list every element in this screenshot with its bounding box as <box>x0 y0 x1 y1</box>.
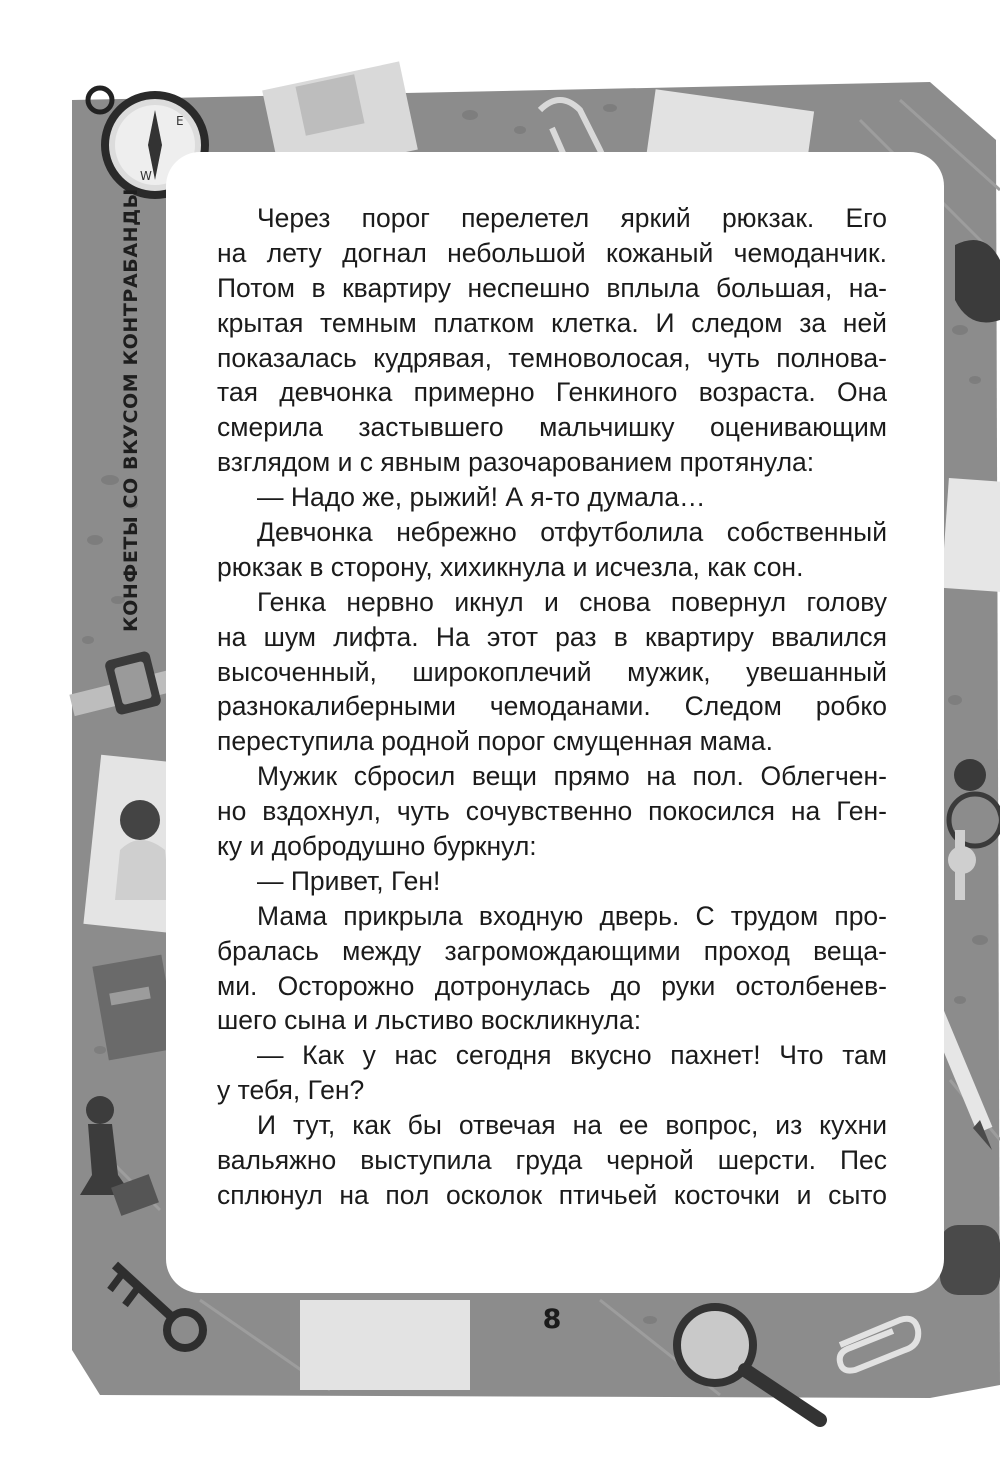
body-text <box>217 201 887 1213</box>
page-number: 8 <box>542 1304 562 1335</box>
text-line: сплюнул на пол осколок птичьей косточки и сыто <box>217 1179 887 1210</box>
text-line: Потом в квартиру неспешно вплыла большая, на- <box>217 272 887 303</box>
text-line: И тут, как бы отвечая на ее вопрос, из кухни <box>257 1110 887 1141</box>
text-line: смерила застывшего мальчишку оценивающим <box>217 412 887 443</box>
text-line: рюкзак в сторону, хихикнула и исчезла, как сон. <box>217 551 804 582</box>
text-line: — Привет, Ген! <box>257 865 441 896</box>
svg-text:E: E <box>176 114 184 128</box>
text-line: шего сына и льстиво воскликнула: <box>217 1005 642 1036</box>
text-line: переступила родной порог смущенная мама. <box>217 726 773 757</box>
text-line: у тебя, Ген? <box>217 1075 365 1106</box>
text-line: ми. Осторожно дотронулась до руки остолбенев- <box>217 970 887 1001</box>
series-title-text: КОНФЕТЫ СО ВКУСОМ КОНТРАБАНДЫ <box>120 188 142 632</box>
text-line: разнокалиберными чемоданами. Следом робко <box>217 691 887 722</box>
text-line: вальяжно выступила груда черной шерсти. Пес <box>217 1145 887 1176</box>
text-line: Генка нервно икнул и снова повернул голову <box>257 586 887 617</box>
text-line: — Надо же, рыжий! А я-то думала… <box>257 482 706 513</box>
text-line: — Как у нас сегодня вкусно пахнет! Что там <box>257 1040 887 1071</box>
text-line: взглядом и с явным разочарованием протянула: <box>217 447 815 478</box>
text-line: но вздохнул, чуть сочувственно покосился на Ген- <box>217 796 887 827</box>
text-line: крытая темным платком клетка. И следом за ней <box>217 307 887 338</box>
text-line: бралась между загромождающими проход веща- <box>217 935 887 966</box>
text-line: показалась кудрявая, темноволосая, чуть полнова- <box>217 342 887 373</box>
text-line: Мама прикрыла входную дверь. С трудом про- <box>257 900 887 931</box>
text-line: высоченный, широкоплечий мужик, увешанный <box>217 656 887 687</box>
text-line: тая девчонка примерно Генкиного возраста. Она <box>217 377 887 408</box>
text-line: Через порог перелетел яркий рюкзак. Его <box>257 203 887 233</box>
text-line: на шум лифта. На этот раз в квартиру ввалился <box>217 621 887 652</box>
text-line: ку и добродушно буркнул: <box>217 831 537 862</box>
bottom-paper <box>300 1300 470 1390</box>
text-line: Девчонка небрежно отфутболила собственный <box>257 517 887 548</box>
text-line: на лету догнал небольшой кожаный чемоданчик. <box>217 237 887 268</box>
svg-text:W: W <box>140 169 152 183</box>
text-line: Мужик сбросил вещи прямо на пол. Облегчен- <box>257 761 887 792</box>
